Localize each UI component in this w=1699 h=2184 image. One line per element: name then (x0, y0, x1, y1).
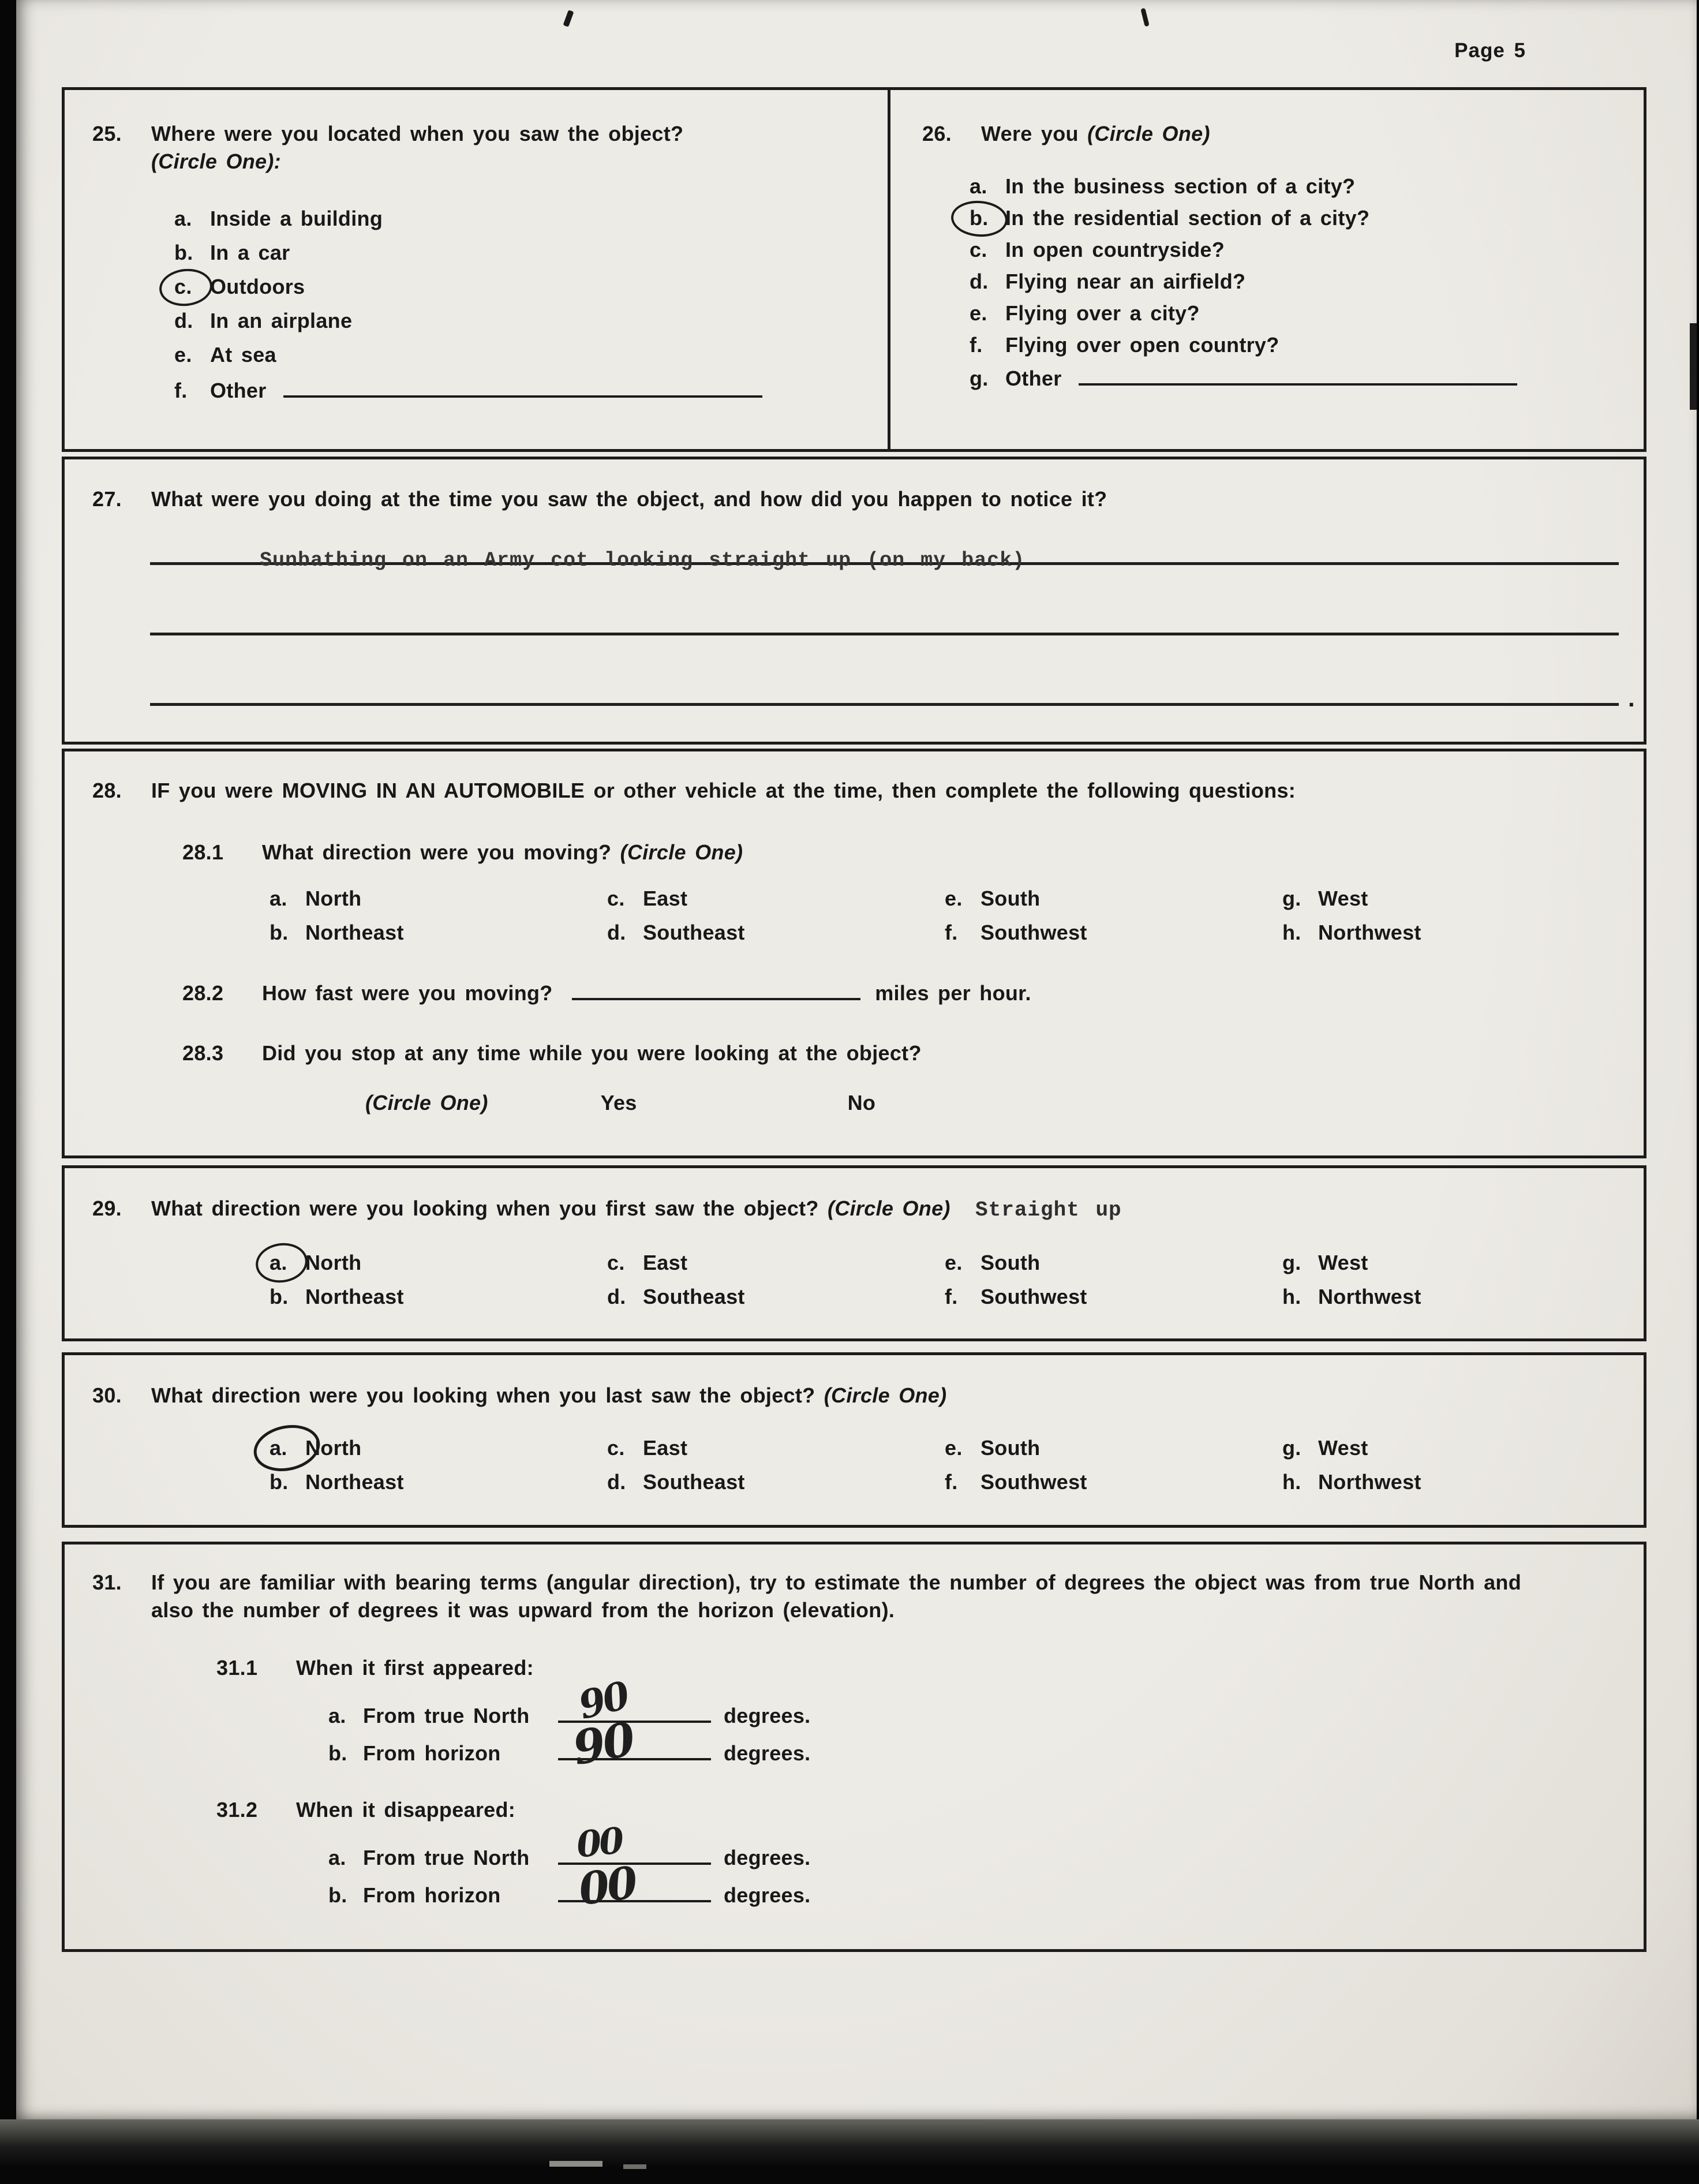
option-letter: d. (607, 1469, 626, 1494)
option-letter (174, 275, 210, 299)
scan-artifact (623, 2164, 646, 2169)
option-letter: e. (945, 886, 963, 910)
direction-option-b (270, 1470, 607, 1494)
degrees-label: From horizon (363, 1741, 501, 1766)
option-letter: f. (945, 1284, 958, 1308)
circle-one-note: (Circle One) (1087, 122, 1210, 145)
option-letter: g. (970, 366, 989, 390)
option-letter: d. (607, 920, 626, 944)
option-row-other (970, 365, 1632, 391)
degrees-write-in-blank (558, 1711, 711, 1776)
line-end-period: . (1628, 684, 1635, 712)
option-letter: a. (270, 886, 287, 910)
direction-options-30 (270, 1436, 1621, 1494)
option-letter (970, 206, 1005, 230)
question-25-26-box (62, 87, 1646, 452)
question-text (151, 1195, 1621, 1224)
option-row-circled (174, 275, 876, 299)
question-25 (65, 90, 890, 449)
option-letter: a. (970, 174, 987, 198)
question-text (981, 120, 1632, 148)
circle-one-note: (Circle One) (824, 1383, 947, 1407)
degrees-row-31-2-a (328, 1819, 1621, 1870)
option-letter: c. (970, 237, 987, 261)
question-number: 27. (92, 487, 122, 511)
option-label: In open countryside? (1005, 237, 1225, 261)
option-letter: h. (1282, 920, 1301, 944)
question-28-3 (182, 1041, 1621, 1065)
scan-artifact (549, 2161, 602, 2167)
direction-option-h (1282, 1285, 1620, 1309)
question-28-2 (182, 981, 1621, 1005)
sub-question-number: 28.3 (182, 1041, 224, 1065)
question-text-main: Where were you located when you saw the object? (151, 122, 684, 145)
option-label: West (1318, 1250, 1368, 1274)
question-30-box (62, 1352, 1646, 1528)
questionnaire-page (16, 0, 1697, 2119)
direction-option-e (945, 1436, 1282, 1460)
direction-option-a (270, 887, 607, 911)
question-text-main: Were you (981, 122, 1079, 145)
question-27-heading (92, 485, 1592, 513)
question-25-heading (92, 120, 876, 175)
direction-option-h (1282, 1470, 1620, 1494)
option-letter: c. (607, 1435, 625, 1460)
direction-options-29 (270, 1251, 1621, 1309)
question-number: 28. (92, 779, 122, 802)
option-label: Outdoors (210, 275, 305, 299)
option-letter: a. (328, 1846, 346, 1870)
yes-option: Yes (600, 1090, 637, 1115)
direction-options-28 (270, 887, 1621, 945)
question-text (151, 1382, 1621, 1409)
degrees-label: From true North (363, 1846, 530, 1870)
option-label: Southeast (643, 920, 745, 944)
option-letter (270, 1251, 305, 1275)
direction-option-d (607, 1285, 945, 1309)
page-number-label: Page 5 (1454, 39, 1526, 62)
scan-artifact (563, 10, 574, 27)
direction-option-f (945, 1470, 1282, 1494)
option-label: Other (210, 379, 267, 403)
option-letter: g. (1282, 1435, 1301, 1460)
question-number: 31. (92, 1570, 122, 1594)
question-31-2 (216, 1798, 1621, 1822)
degrees-suffix: degrees. (724, 1741, 811, 1766)
option-letter: g. (1282, 886, 1301, 910)
option-letter: c. (607, 886, 625, 910)
option-letter: b. (174, 241, 193, 265)
question-31-1 (216, 1656, 1621, 1680)
option-label: Southwest (981, 1284, 1087, 1308)
option-label: Southeast (643, 1469, 745, 1494)
option-letter: h. (1282, 1284, 1301, 1308)
option-letter-text: a. (270, 1435, 287, 1460)
option-letter: e. (945, 1250, 963, 1274)
other-write-in-blank (1079, 365, 1517, 386)
option-row-circled (970, 206, 1632, 230)
option-label: In a car (210, 241, 290, 265)
direction-option-d (607, 1470, 945, 1494)
option-letter: g. (1282, 1250, 1301, 1274)
question-30-heading (92, 1382, 1621, 1409)
direction-option-a-circled (270, 1251, 607, 1275)
direction-option-b (270, 1285, 607, 1309)
option-label-other (1005, 365, 1632, 391)
option-letter: a. (174, 207, 192, 231)
option-label: Northeast (305, 1469, 404, 1494)
option-letter: f. (945, 1469, 958, 1494)
degrees-write-in-blank (558, 1856, 711, 1916)
option-label: Inside a building (210, 207, 383, 231)
question-text: If you are familiar with bearing terms (angular direction), try to estimate the number of degrees the object was from true North and also the number of degrees it was upward from the horizon (elevation). (151, 1570, 1522, 1622)
question-28-1 (182, 840, 1621, 865)
option-row (970, 270, 1632, 294)
option-row (174, 309, 876, 333)
answer-line (150, 565, 1619, 635)
direction-option-c (607, 1436, 945, 1460)
option-letter: f. (945, 920, 958, 944)
option-letter: d. (970, 269, 989, 293)
direction-option-f (945, 1285, 1282, 1309)
question-26-options (970, 174, 1632, 391)
direction-option-b (270, 921, 607, 945)
option-label-other (210, 377, 876, 403)
option-letter: e. (945, 1435, 963, 1460)
direction-option-c (607, 1251, 945, 1275)
option-letter: f. (970, 332, 983, 357)
question-28-3-choices (365, 1091, 1621, 1115)
option-label: Northwest (1318, 920, 1421, 944)
question-31-box (62, 1542, 1646, 1952)
direction-option-h (1282, 921, 1620, 945)
option-letter: f. (174, 379, 188, 403)
direction-option-e (945, 1251, 1282, 1275)
option-letter: b. (270, 1469, 289, 1494)
handwritten-value: 00 (574, 1819, 624, 1866)
option-letter: d. (607, 1284, 626, 1308)
sub-question-text: Did you stop at any time while you were looking at the object? (262, 1041, 922, 1065)
option-row (970, 238, 1632, 262)
handwritten-value: 90 (574, 1673, 633, 1729)
question-26 (890, 90, 1644, 449)
answer-line (150, 635, 1635, 712)
other-write-in-blank (283, 377, 762, 398)
scan-artifact (1690, 323, 1697, 410)
question-27-box (62, 457, 1646, 745)
option-label: West (1318, 1435, 1368, 1460)
option-label: At sea (210, 343, 276, 367)
question-26-heading (922, 120, 1632, 148)
option-label: South (981, 1435, 1041, 1460)
option-label: Flying near an airfield? (1005, 269, 1246, 293)
option-label: East (643, 886, 688, 910)
question-text-main: What direction were you looking when you last saw the object? (151, 1383, 815, 1407)
circle-one-note: (Circle One) (365, 1090, 488, 1115)
scan-artifact (1140, 8, 1150, 27)
option-letter: b. (328, 1883, 347, 1908)
direction-option-c (607, 887, 945, 911)
option-label: Southeast (643, 1284, 745, 1308)
sub-question-number: 28.1 (182, 840, 224, 864)
sub-question-suffix: miles per hour. (875, 981, 1031, 1005)
question-31-heading (92, 1569, 1621, 1624)
degrees-row-31-1-a (328, 1673, 1621, 1729)
sub-question-text-main: How fast were you moving? (262, 981, 553, 1005)
question-number: 25. (92, 122, 122, 145)
option-label: Flying over a city? (1005, 301, 1200, 325)
option-letter: b. (270, 1284, 289, 1308)
sub-question-number: 31.1 (216, 1656, 258, 1680)
option-label: Southwest (981, 1469, 1087, 1494)
degrees-suffix: degrees. (724, 1846, 811, 1870)
option-letter: c. (607, 1250, 625, 1274)
option-letter-text: c. (174, 275, 192, 299)
question-29-box (62, 1165, 1646, 1341)
option-row (174, 241, 876, 265)
option-label: South (981, 1250, 1041, 1274)
direction-option-e (945, 887, 1282, 911)
option-label: East (643, 1250, 688, 1274)
question-text-main: What direction were you looking when you first saw the object? (151, 1196, 819, 1220)
option-letter: a. (328, 1704, 346, 1728)
option-letter: h. (1282, 1469, 1301, 1494)
option-label: East (643, 1435, 688, 1460)
question-number: 26. (922, 122, 952, 145)
option-letter: b. (270, 920, 289, 944)
option-label: Other (1005, 366, 1062, 390)
question-number: 29. (92, 1196, 122, 1220)
handwritten-value: 00 (575, 1856, 639, 1916)
option-row-other (174, 377, 876, 403)
option-label: Southwest (981, 920, 1087, 944)
option-row (970, 301, 1632, 326)
typed-answer: Straight up (975, 1198, 1122, 1222)
option-label: Flying over open country? (1005, 332, 1279, 357)
sub-question-number: 28.2 (182, 981, 224, 1005)
option-letter: b. (328, 1741, 347, 1766)
option-row (970, 174, 1632, 199)
option-label: Northeast (305, 1284, 404, 1308)
option-label: In the business section of a city? (1005, 174, 1356, 198)
sub-question-label: When it first appeared: (296, 1656, 534, 1680)
direction-option-g (1282, 887, 1620, 911)
option-row (174, 343, 876, 367)
question-29-heading (92, 1195, 1621, 1224)
degrees-suffix: degrees. (724, 1704, 811, 1728)
option-letter: d. (174, 309, 193, 333)
option-letter: e. (174, 343, 192, 367)
sub-question-text (262, 981, 1031, 1005)
option-label: North (305, 886, 362, 910)
option-letter-text: b. (970, 205, 989, 230)
option-label: North (305, 1435, 362, 1460)
degrees-label: From horizon (363, 1883, 501, 1908)
degrees-write-in-blank (558, 1819, 711, 1866)
direction-option-g (1282, 1251, 1620, 1275)
typed-answer: Sunbathing on an Army cot looking straight up (on my back) (260, 548, 1026, 572)
speed-write-in-blank (572, 981, 860, 1000)
sub-question-label: When it disappeared: (296, 1798, 516, 1822)
option-letter (270, 1436, 305, 1460)
direction-option-g (1282, 1436, 1620, 1460)
direction-option-d (607, 921, 945, 945)
question-text: What were you doing at the time you saw the object, and how did you happen to notice it? (151, 487, 1107, 511)
question-27-answer-area (150, 515, 1635, 712)
scan-bottom-edge (0, 2119, 1699, 2184)
question-28-box (62, 749, 1646, 1158)
option-label: Northwest (1318, 1469, 1421, 1494)
option-label: In an airplane (210, 309, 353, 333)
handwritten-value: 90 (568, 1711, 637, 1776)
question-28-heading (92, 777, 1621, 805)
direction-option-a-circled (270, 1436, 607, 1460)
questionnaire-form (62, 87, 1646, 1952)
option-row (174, 207, 876, 231)
option-label: South (981, 886, 1041, 910)
answer-line (150, 515, 1619, 572)
question-number: 30. (92, 1383, 122, 1407)
option-label: In the residential section of a city? (1005, 205, 1370, 230)
circle-one-note: (Circle One) (620, 840, 743, 864)
sub-question-text-main: What direction were you moving? (262, 840, 612, 864)
option-letter-text: a. (270, 1250, 287, 1274)
circle-one-note: (Circle One): (151, 149, 281, 173)
sub-question-text (262, 840, 743, 865)
question-text (151, 120, 876, 175)
question-25-options (174, 207, 876, 403)
option-letter: e. (970, 301, 987, 325)
sub-question-number: 31.2 (216, 1798, 258, 1822)
no-option: No (847, 1090, 876, 1115)
option-label: North (305, 1250, 362, 1274)
question-text: IF you were MOVING IN AN AUTOMOBILE or other vehicle at the time, then complete the following questions: (151, 779, 1296, 802)
option-label: Northeast (305, 920, 404, 944)
option-row (970, 333, 1632, 357)
degrees-label: From true North (363, 1704, 530, 1728)
degrees-suffix: degrees. (724, 1883, 811, 1908)
direction-option-f (945, 921, 1282, 945)
option-label: West (1318, 886, 1368, 910)
scan-left-edge (0, 0, 16, 2184)
option-label: Northwest (1318, 1284, 1421, 1308)
circle-one-note: (Circle One) (828, 1196, 950, 1220)
